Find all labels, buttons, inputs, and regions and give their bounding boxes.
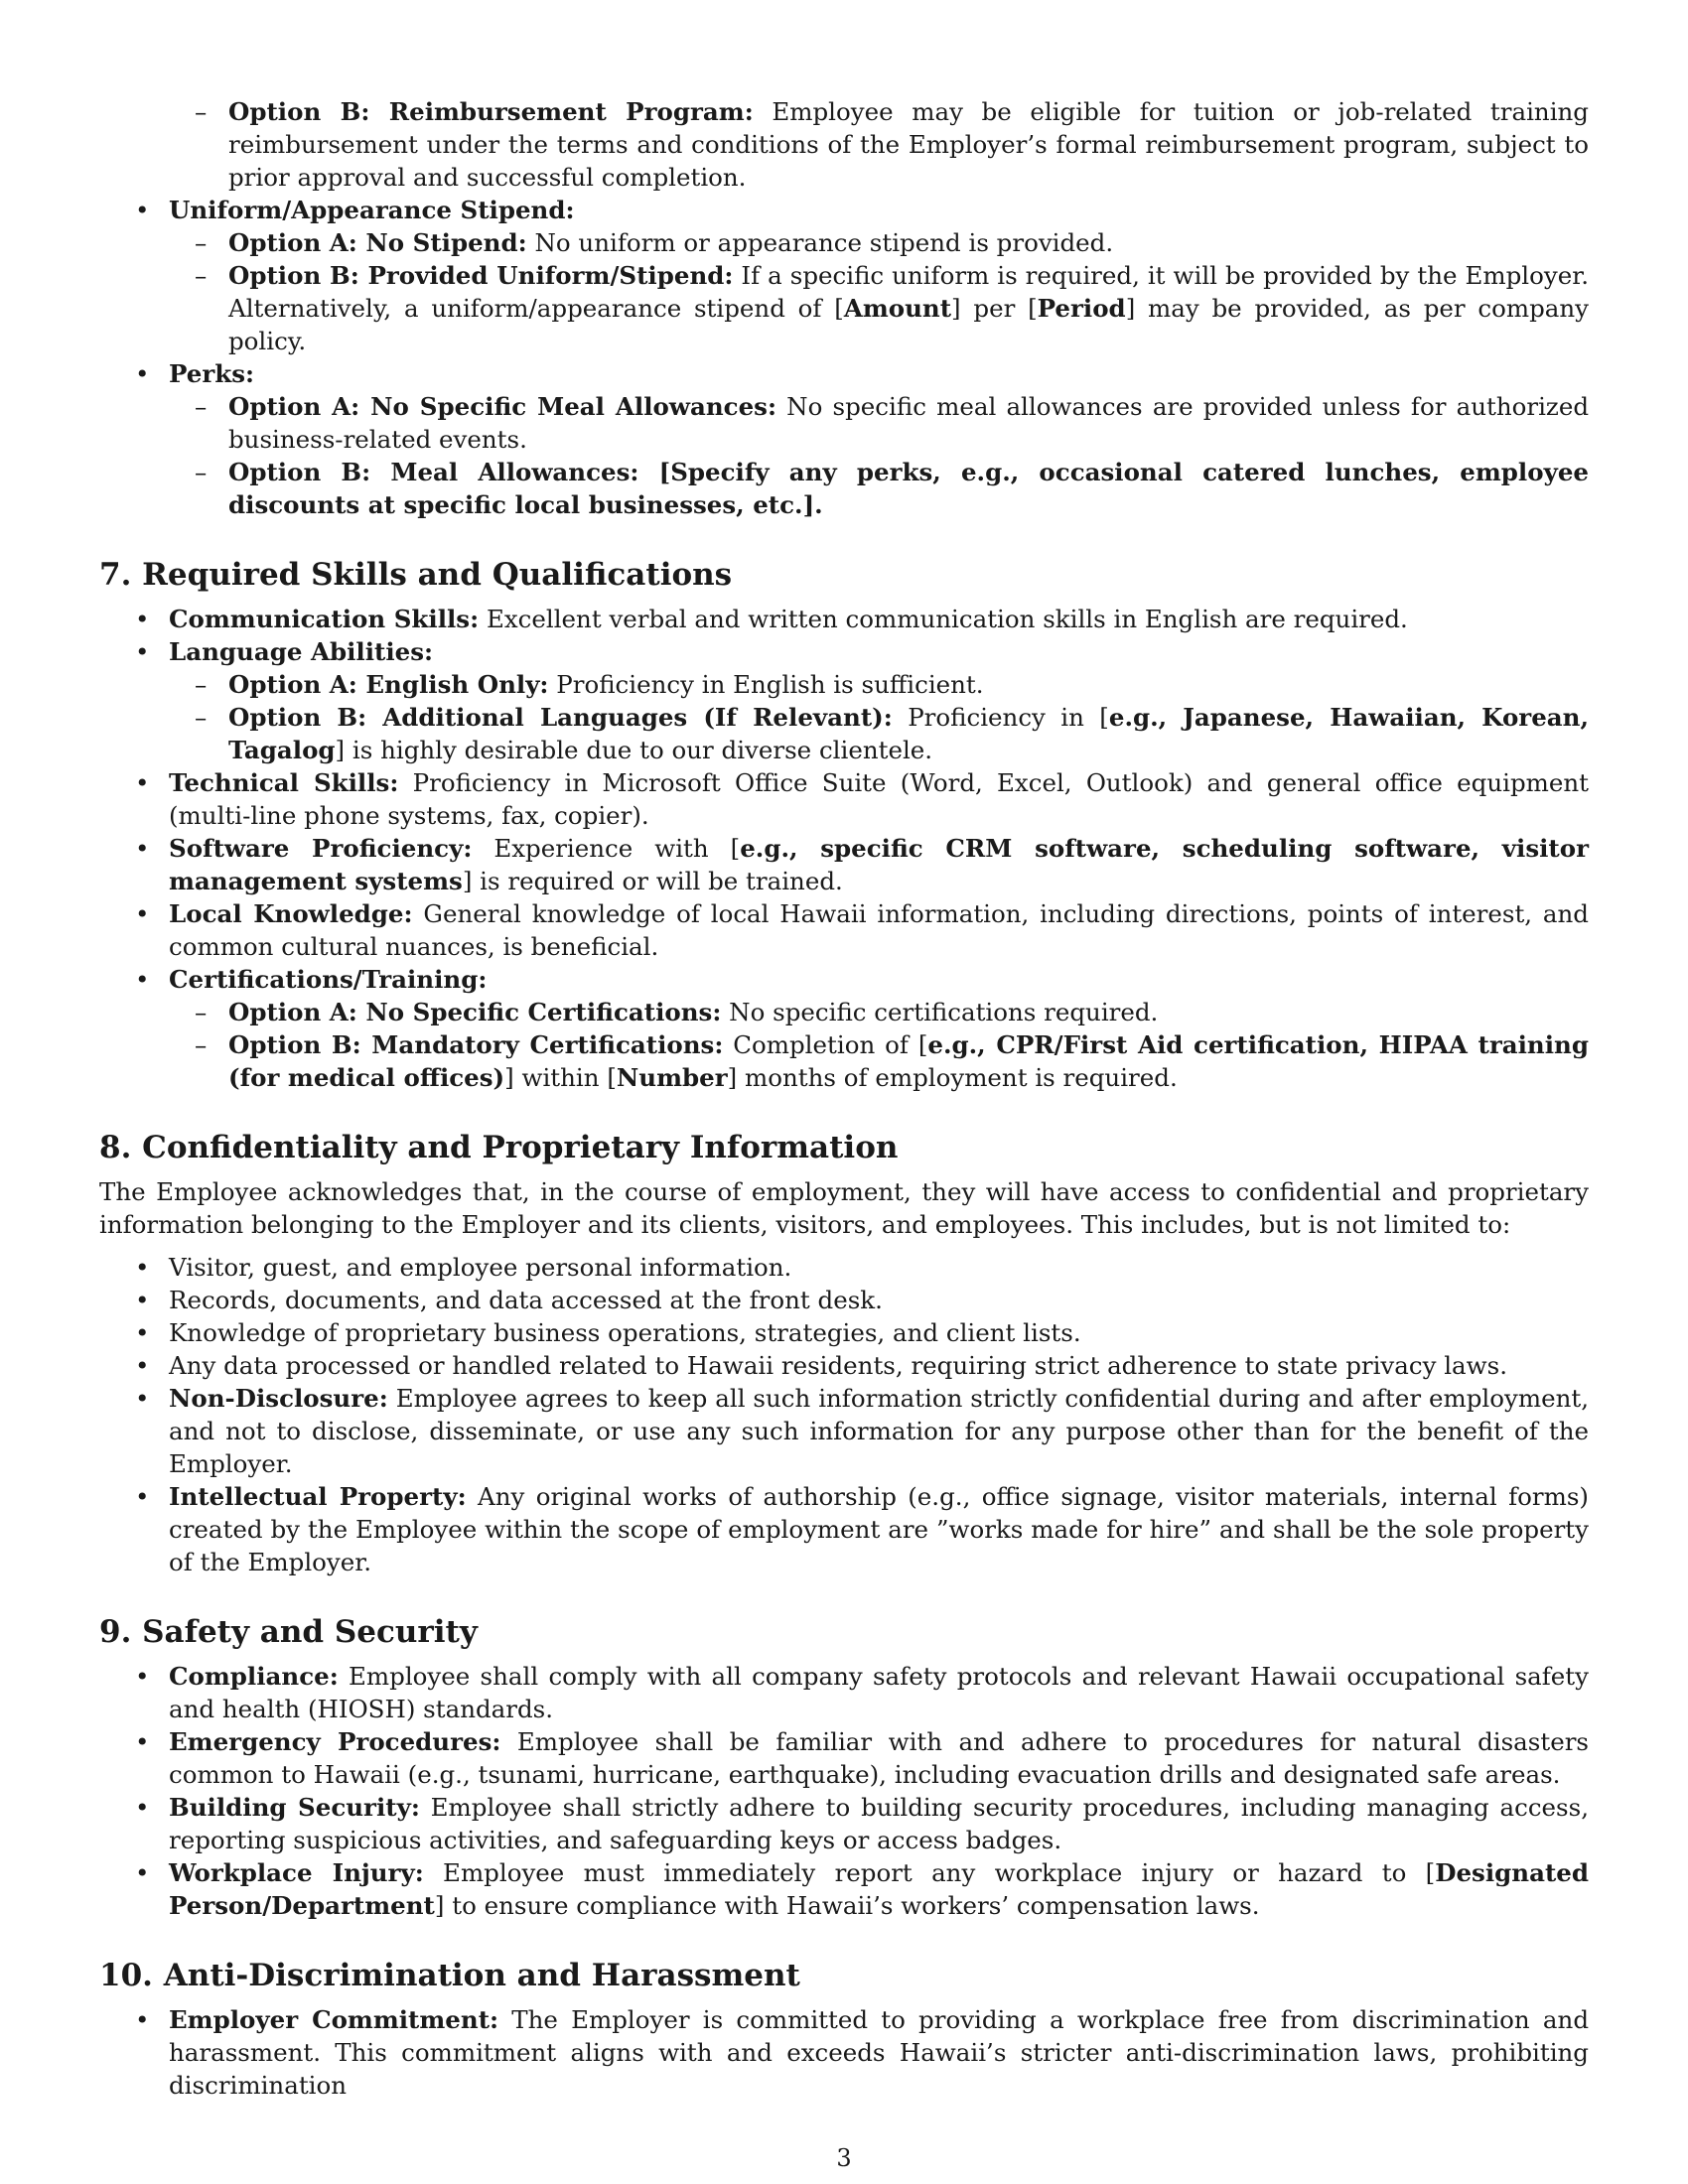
language-option-b	[99, 701, 1589, 766]
communication-skills-item	[99, 603, 1589, 635]
emergency-procedures-item	[99, 1725, 1589, 1791]
software-placeholder: e.g., specific CRM software, scheduling software, visitor management systems	[169, 834, 1589, 895]
bullet-marker: •	[135, 2005, 150, 2034]
option-text: If a specific uniform is required, it will be provided by the Employer. Alternatively, a uniform/appearance stipend of [	[228, 261, 1590, 323]
item-label: Compliance:	[169, 1662, 339, 1691]
reimbursement-option-b	[99, 95, 1589, 194]
section-7-heading: 7. Required Skills and Qualifications	[99, 557, 733, 593]
option-text: ] months of employment is required.	[727, 1063, 1178, 1092]
section-9-list	[99, 1660, 1589, 1922]
bullet-marker: •	[135, 196, 150, 224]
certification-option-a	[99, 996, 1589, 1028]
page-number: 3	[836, 2144, 852, 2172]
technical-skills-item	[99, 766, 1589, 832]
item-text: Records, documents, and data accessed at the front desk.	[169, 1286, 883, 1314]
option-label: Option A: No Specific Meal Allowances:	[228, 392, 776, 421]
section-10-heading: 10. Anti-Discrimination and Harassment	[99, 1958, 800, 1993]
item-text: Any data processed or handled related to Hawaii residents, requiring strict adherence to state privacy laws.	[169, 1351, 1507, 1380]
option-label: Option B: Reimbursement Program:	[228, 97, 754, 126]
option-text: ] may be provided, as per company policy.	[228, 294, 1589, 355]
option-text: ] per [	[951, 294, 1038, 323]
bullet-marker: •	[135, 1384, 150, 1413]
dash-marker: –	[195, 1030, 208, 1059]
item-text: Visitor, guest, and employee personal information.	[169, 1253, 792, 1282]
software-proficiency-item	[99, 832, 1589, 897]
option-text: Proficiency in English is sufficient.	[548, 670, 984, 699]
bullet-marker: •	[135, 359, 150, 388]
bullet-marker: •	[135, 1351, 150, 1380]
section-10-list	[99, 2003, 1589, 2102]
perks-option-a	[99, 390, 1589, 456]
option-text: Completion of [	[723, 1030, 928, 1059]
uniform-stipend-item	[99, 194, 1589, 226]
item-label: Certifications/Training:	[169, 965, 488, 994]
option-text: [Specify any perks, e.g., occasional catered lunches, employee discounts at specific local businesses, etc.].	[228, 458, 1589, 519]
language-option-a	[99, 668, 1589, 701]
workplace-injury-item	[99, 1856, 1589, 1922]
item-label: Intellectual Property:	[169, 1482, 467, 1511]
employer-commitment-item	[99, 2003, 1589, 2102]
option-label: Option B: Mandatory Certifications:	[228, 1030, 724, 1059]
list-item	[99, 1284, 1589, 1316]
section-8-heading: 8. Confidentiality and Proprietary Information	[99, 1130, 899, 1165]
option-text: Employee may be eligible for tuition or job-related training reimbursement under the terms and conditions of the Employer’s formal reimbursement program, subject to prior approval and successful completion.	[228, 97, 1589, 192]
item-text: Employee shall be familiar with and adhere to procedures for natural disasters common to Hawaii (e.g., tsunami, hurricane, earthquake), including evacuation drills and designated safe areas.	[169, 1727, 1589, 1789]
amount-placeholder: Amount	[843, 294, 952, 323]
item-text: ] to ensure compliance with Hawaii’s workers’ compensation laws.	[434, 1891, 1260, 1920]
certifications-item	[99, 963, 1589, 996]
bullet-marker: •	[135, 1286, 150, 1314]
bullet-marker: •	[135, 1253, 150, 1282]
item-label: Emergency Procedures:	[169, 1727, 501, 1756]
option-label: Option B: Additional Languages (If Relevant):	[228, 703, 893, 732]
dash-marker: –	[195, 392, 208, 421]
item-text: Employee must immediately report any workplace injury or hazard to [	[423, 1858, 1436, 1887]
bullet-marker: •	[135, 1793, 150, 1822]
designated-person-placeholder: Designated Person/Department	[169, 1858, 1589, 1920]
dash-marker: –	[195, 998, 208, 1026]
dash-marker: –	[195, 458, 208, 486]
bullet-marker: •	[135, 1727, 150, 1756]
bullet-marker: •	[135, 1318, 150, 1347]
perks-option-b	[99, 456, 1589, 521]
item-text: Any original works of authorship (e.g., office signage, visitor materials, internal forms) created by the Employee within the scope of employment are ”works made for hire” and shall be the sole property of the Employer.	[169, 1482, 1589, 1576]
item-label: Building Security:	[169, 1793, 420, 1822]
item-text: Excellent verbal and written communication skills in English are required.	[479, 605, 1408, 633]
uniform-option-a	[99, 226, 1589, 259]
item-text: Proficiency in Microsoft Office Suite (Word, Excel, Outlook) and general office equipment (multi-line phone systems, fax, copier).	[169, 768, 1589, 830]
list-item	[99, 1349, 1589, 1382]
item-text: Experience with [	[472, 834, 741, 863]
bullet-marker: •	[135, 605, 150, 633]
option-text: ] within [	[504, 1063, 617, 1092]
list-item	[99, 1251, 1589, 1284]
dash-marker: –	[195, 703, 208, 732]
certification-placeholder: e.g., CPR/First Aid certification, HIPAA training (for medical offices)	[228, 1030, 1589, 1092]
option-label: Option B: Meal Allowances:	[228, 458, 639, 486]
bullet-marker: •	[135, 1662, 150, 1691]
option-label: Option A: No Specific Certifications:	[228, 998, 722, 1026]
option-label: Option A: No Stipend:	[228, 228, 527, 257]
option-text: ] is highly desirable due to our diverse clientele.	[335, 736, 933, 764]
language-abilities-item	[99, 635, 1589, 668]
language-placeholder: e.g., Japanese, Hawaiian, Korean, Tagalog	[228, 703, 1589, 764]
section-9-heading: 9. Safety and Security	[99, 1614, 478, 1650]
item-text: Employee shall comply with all company safety protocols and relevant Hawaii occupational safety and health (HIOSH) standards.	[169, 1662, 1589, 1723]
option-label: Option A: English Only:	[228, 670, 549, 699]
item-label: Perks:	[169, 359, 255, 388]
item-label: Workplace Injury:	[169, 1858, 424, 1887]
document-page	[99, 95, 1589, 2102]
bullet-marker: •	[135, 834, 150, 863]
item-text: Employee agrees to keep all such information strictly confidential during and after employment, and not to disclose, disseminate, or use any such information for any purpose other than for the benefit of the Employer.	[169, 1384, 1589, 1478]
list-item	[99, 1316, 1589, 1349]
item-label: Technical Skills:	[169, 768, 399, 797]
item-text: ] is required or will be trained.	[462, 867, 843, 895]
compliance-item	[99, 1660, 1589, 1725]
item-label: Communication Skills:	[169, 605, 480, 633]
local-knowledge-item	[99, 897, 1589, 963]
non-disclosure-item	[99, 1382, 1589, 1480]
section-8-intro: The Employee acknowledges that, in the course of employment, they will have access to confidential and proprietary information belonging to the Employer and its clients, visitors, and employees. This includes, but is not limited to:	[99, 1177, 1589, 1239]
bullet-marker: •	[135, 637, 150, 666]
item-text: The Employer is committed to providing a workplace free from discrimination and harassment. This commitment aligns with and exceeds Hawaii’s stricter anti-discrimination laws, prohibiting discrimination	[169, 2005, 1589, 2100]
bullet-marker: •	[135, 1482, 150, 1511]
item-text: Employee shall strictly adhere to building security procedures, including managing access, reporting suspicious activities, and safeguarding keys or access badges.	[169, 1793, 1589, 1854]
section-8-list	[99, 1251, 1589, 1578]
option-text: Proficiency in [	[892, 703, 1109, 732]
option-text: No specific certifications required.	[721, 998, 1159, 1026]
bullet-marker: •	[135, 768, 150, 797]
dash-marker: –	[195, 97, 208, 126]
dash-marker: –	[195, 261, 208, 290]
perks-item	[99, 357, 1589, 390]
item-label: Uniform/Appearance Stipend:	[169, 196, 575, 224]
certification-option-b	[99, 1028, 1589, 1094]
item-label: Local Knowledge:	[169, 899, 413, 928]
option-text: No specific meal allowances are provided unless for authorized business-related events.	[228, 392, 1590, 454]
item-label: Employer Commitment:	[169, 2005, 499, 2034]
building-security-item	[99, 1791, 1589, 1856]
period-placeholder: Period	[1037, 294, 1126, 323]
benefits-continued-list	[99, 95, 1589, 521]
intellectual-property-item	[99, 1480, 1589, 1578]
option-label: Option B: Provided Uniform/Stipend:	[228, 261, 734, 290]
bullet-marker: •	[135, 899, 150, 928]
item-text: Knowledge of proprietary business operations, strategies, and client lists.	[169, 1318, 1081, 1347]
bullet-marker: •	[135, 965, 150, 994]
number-placeholder: Number	[616, 1063, 728, 1092]
uniform-option-b	[99, 259, 1589, 357]
dash-marker: –	[195, 228, 208, 257]
section-7-list	[99, 603, 1589, 1094]
item-label: Software Proficiency:	[169, 834, 473, 863]
option-text: No uniform or appearance stipend is provided.	[526, 228, 1114, 257]
item-label: Non-Disclosure:	[169, 1384, 388, 1413]
bullet-marker: •	[135, 1858, 150, 1887]
dash-marker: –	[195, 670, 208, 699]
item-text: General knowledge of local Hawaii information, including directions, points of interest, and common cultural nuances, is beneficial.	[169, 899, 1589, 961]
item-label: Language Abilities:	[169, 637, 434, 666]
